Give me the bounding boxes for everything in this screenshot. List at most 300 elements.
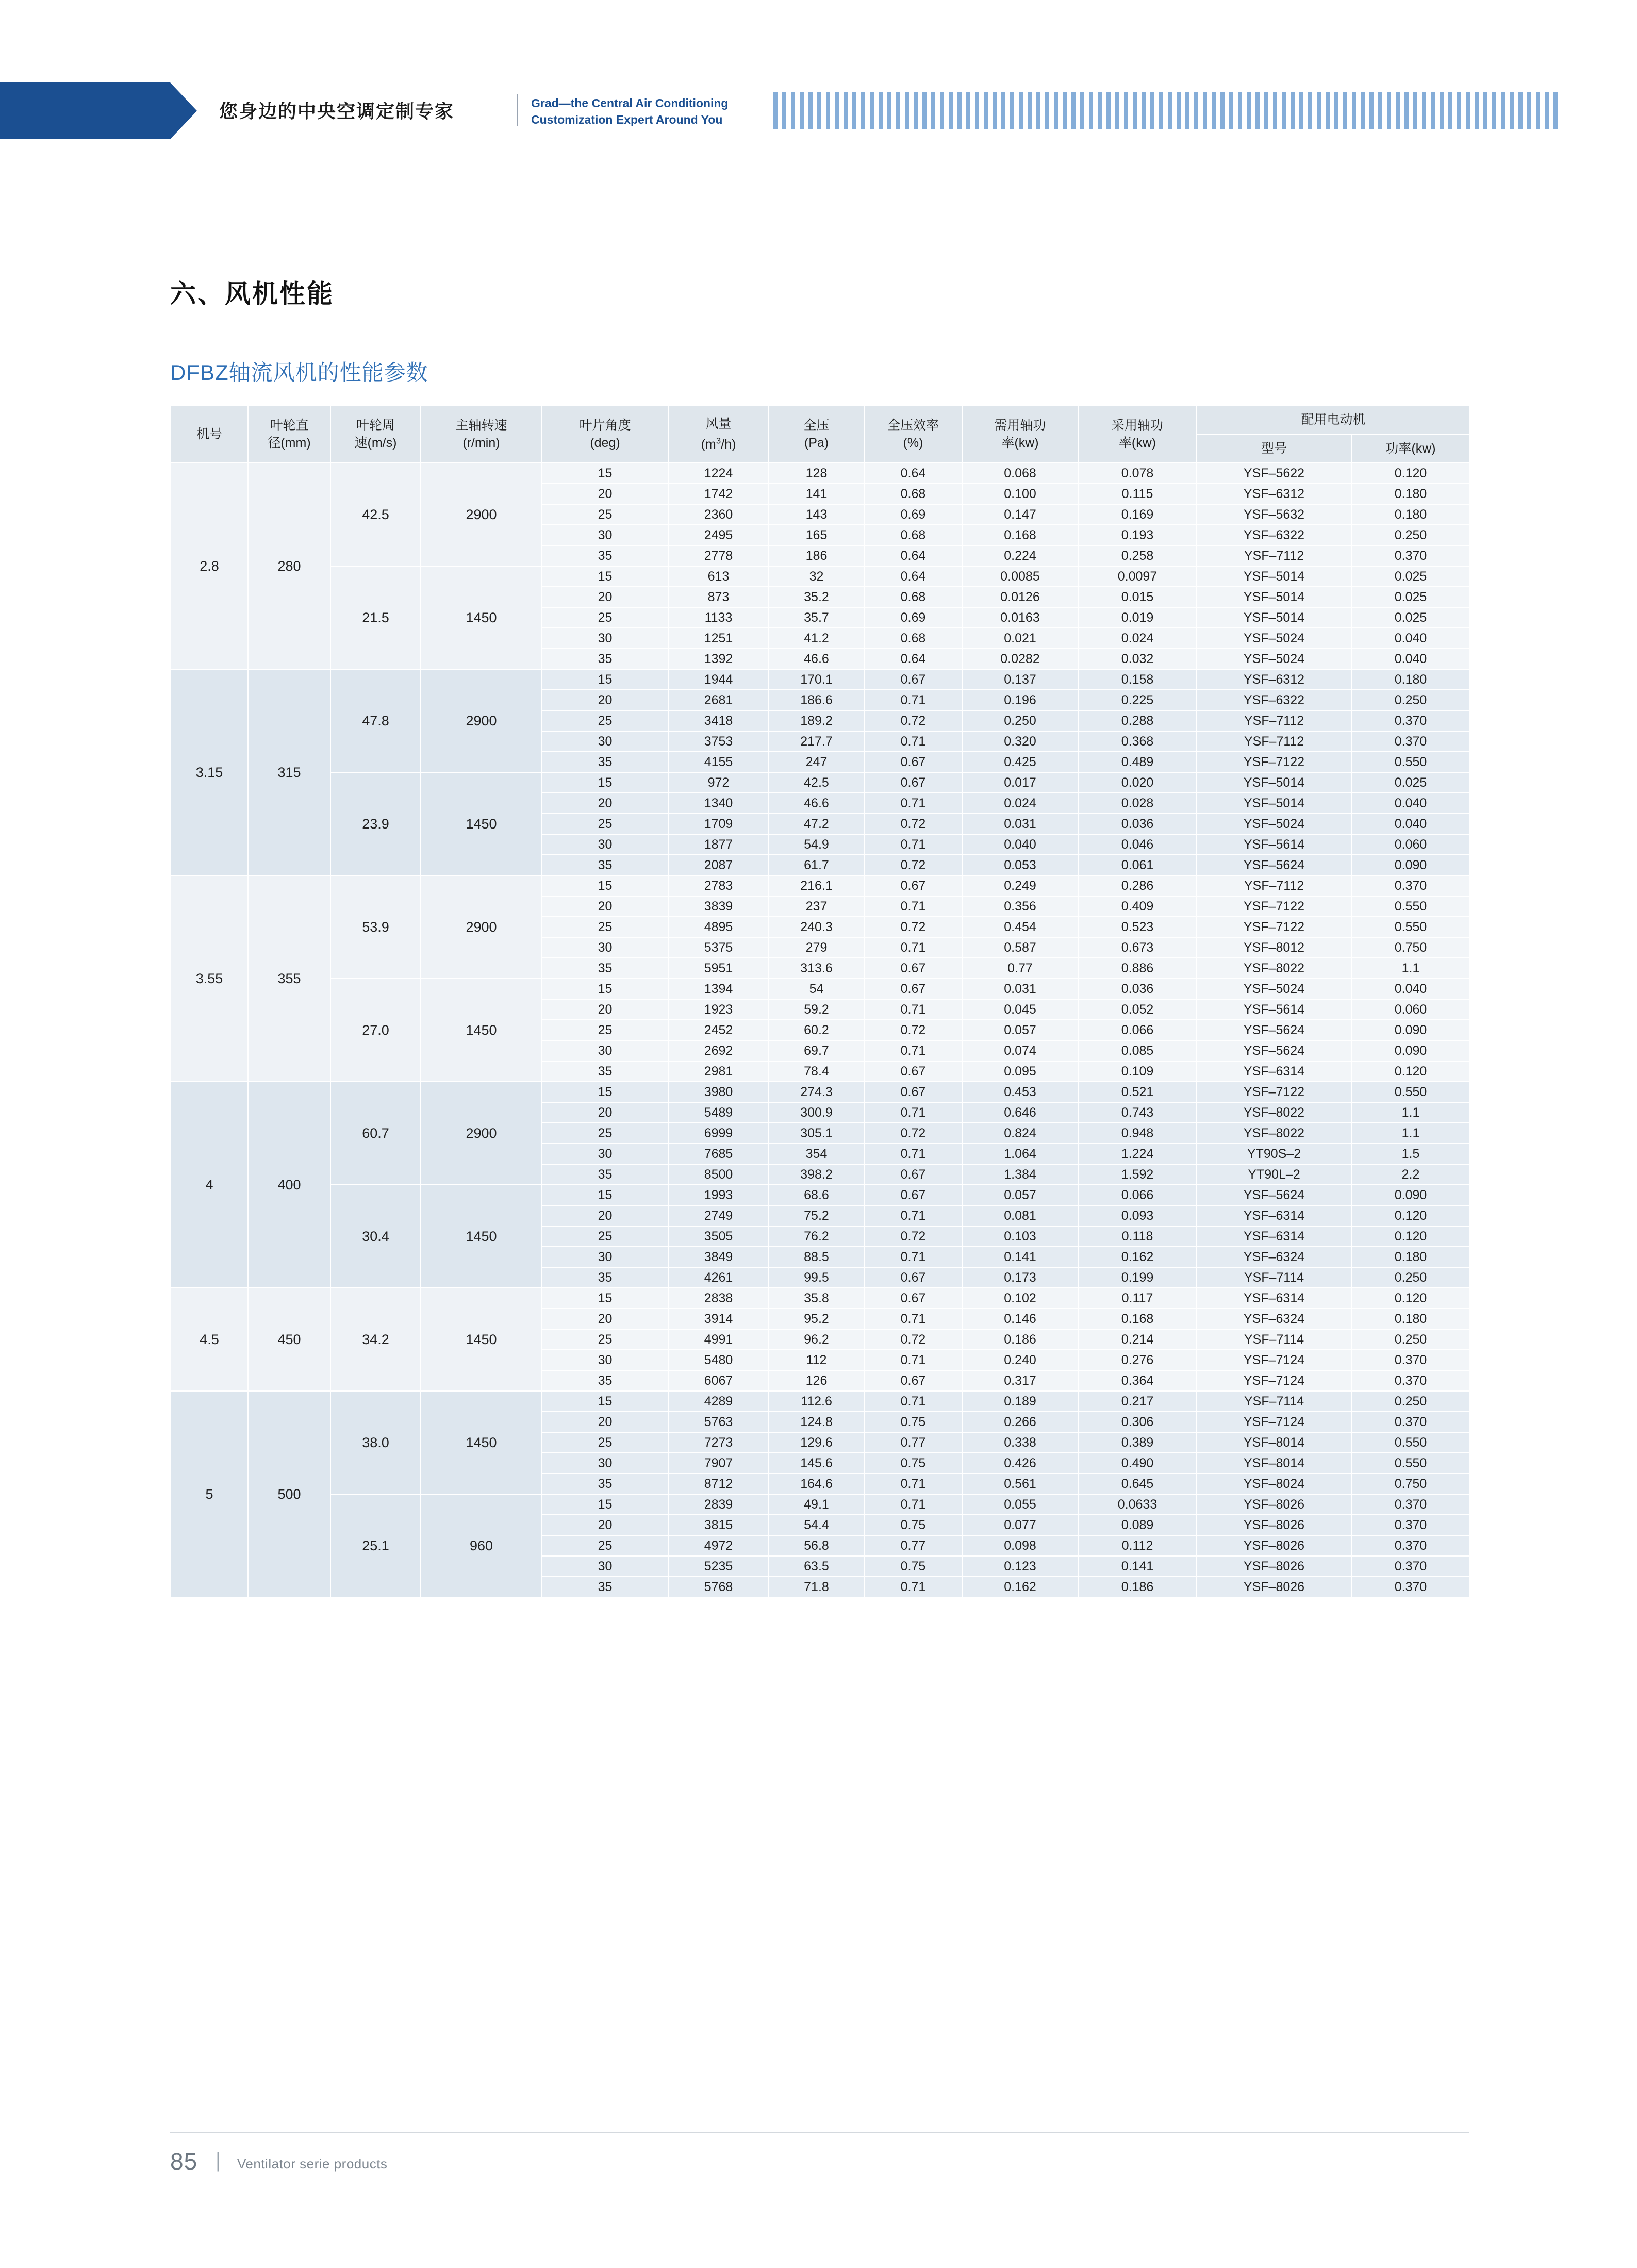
cell-efficiency: 0.67 <box>864 752 962 772</box>
cell-total-pressure: 54.9 <box>769 834 864 855</box>
th-tip-speed-l2: 速(m/s) <box>354 436 397 450</box>
cell-motor-power: 0.090 <box>1351 1020 1470 1040</box>
cell-airflow: 1923 <box>668 999 769 1020</box>
cell-airflow: 6067 <box>668 1370 769 1391</box>
cell-efficiency: 0.64 <box>864 463 962 484</box>
cell-efficiency: 0.67 <box>864 1164 962 1185</box>
cell-airflow: 5480 <box>668 1350 769 1370</box>
cell-used-power: 0.886 <box>1078 958 1197 979</box>
cell-motor-model: YSF–8022 <box>1197 958 1351 979</box>
cell-airflow: 972 <box>668 772 769 793</box>
th-efficiency-l1: 全压效率 <box>887 418 939 433</box>
cell-required-power: 0.250 <box>962 710 1078 731</box>
cell-motor-model: YSF–5614 <box>1197 999 1351 1020</box>
cell-shaft-speed: 1450 <box>421 979 542 1082</box>
cell-motor-power: 0.750 <box>1351 937 1470 958</box>
th-total-pressure-l2: (Pa) <box>804 436 829 450</box>
cell-used-power: 0.019 <box>1078 607 1197 628</box>
cell-motor-power: 0.250 <box>1351 1267 1470 1288</box>
cell-airflow: 5768 <box>668 1577 769 1597</box>
cell-motor-model: YSF–6314 <box>1197 1061 1351 1082</box>
cell-efficiency: 0.68 <box>864 525 962 545</box>
cell-efficiency: 0.71 <box>864 1350 962 1370</box>
cell-motor-power: 0.120 <box>1351 463 1470 484</box>
cell-motor-model: YSF–7112 <box>1197 545 1351 566</box>
cell-efficiency: 0.67 <box>864 1082 962 1102</box>
brand-slogan-en-line1: Grad—the Central Air Conditioning <box>531 96 729 110</box>
cell-airflow: 3753 <box>668 731 769 752</box>
cell-efficiency: 0.67 <box>864 669 962 690</box>
cell-blade-angle: 20 <box>542 999 668 1020</box>
cell-used-power: 0.141 <box>1078 1556 1197 1577</box>
cell-airflow: 3418 <box>668 710 769 731</box>
cell-motor-model: YSF–5624 <box>1197 1020 1351 1040</box>
table-body <box>171 463 1470 1597</box>
cell-efficiency: 0.71 <box>864 1494 962 1515</box>
cell-motor-model: YSF–7124 <box>1197 1412 1351 1432</box>
cell-efficiency: 0.71 <box>864 999 962 1020</box>
cell-efficiency: 0.72 <box>864 917 962 937</box>
th-motor-model: 型号 <box>1197 434 1351 463</box>
cell-efficiency: 0.71 <box>864 731 962 752</box>
th-blade-angle <box>542 405 668 463</box>
cell-efficiency: 0.72 <box>864 1329 962 1350</box>
cell-used-power: 0.020 <box>1078 772 1197 793</box>
cell-motor-model: YSF–8026 <box>1197 1535 1351 1556</box>
cell-required-power: 0.186 <box>962 1329 1078 1350</box>
cell-blade-angle: 30 <box>542 525 668 545</box>
cell-blade-angle: 25 <box>542 1535 668 1556</box>
cell-blade-angle: 35 <box>542 649 668 669</box>
cell-shaft-speed: 1450 <box>421 1288 542 1391</box>
cell-required-power: 0.320 <box>962 731 1078 752</box>
cell-motor-power: 0.250 <box>1351 690 1470 710</box>
cell-required-power: 0.646 <box>962 1102 1078 1123</box>
cell-model: 3.55 <box>171 875 248 1082</box>
cell-airflow: 3815 <box>668 1515 769 1535</box>
cell-total-pressure: 63.5 <box>769 1556 864 1577</box>
cell-motor-model: YSF–8026 <box>1197 1577 1351 1597</box>
cell-blade-angle: 15 <box>542 566 668 587</box>
cell-efficiency: 0.67 <box>864 958 962 979</box>
cell-shaft-speed: 2900 <box>421 875 542 979</box>
cell-efficiency: 0.71 <box>864 1391 962 1412</box>
cell-efficiency: 0.71 <box>864 1102 962 1123</box>
cell-efficiency: 0.72 <box>864 1226 962 1247</box>
cell-motor-model: YSF–6312 <box>1197 669 1351 690</box>
cell-motor-model: YSF–7112 <box>1197 875 1351 896</box>
cell-motor-model: YSF–5014 <box>1197 793 1351 814</box>
cell-airflow: 4155 <box>668 752 769 772</box>
cell-motor-model: YSF–6322 <box>1197 525 1351 545</box>
cell-required-power: 0.425 <box>962 752 1078 772</box>
cell-required-power: 0.196 <box>962 690 1078 710</box>
cell-motor-power: 0.120 <box>1351 1288 1470 1309</box>
cell-required-power: 0.024 <box>962 793 1078 814</box>
cell-required-power: 0.103 <box>962 1226 1078 1247</box>
cell-required-power: 0.040 <box>962 834 1078 855</box>
cell-motor-model: YSF–8012 <box>1197 937 1351 958</box>
cell-required-power: 0.100 <box>962 484 1078 504</box>
cell-required-power: 0.0085 <box>962 566 1078 587</box>
cell-used-power: 0.036 <box>1078 979 1197 999</box>
cell-motor-model: YSF–7124 <box>1197 1350 1351 1370</box>
performance-table-wrap <box>170 405 1469 1598</box>
cell-motor-model: YSF–6314 <box>1197 1205 1351 1226</box>
cell-airflow: 7685 <box>668 1144 769 1164</box>
cell-blade-angle: 35 <box>542 1061 668 1082</box>
cell-total-pressure: 112 <box>769 1350 864 1370</box>
cell-tip-speed: 21.5 <box>330 566 421 669</box>
cell-motor-model: YSF–7124 <box>1197 1370 1351 1391</box>
cell-motor-model: YSF–5024 <box>1197 979 1351 999</box>
cell-efficiency: 0.71 <box>864 1309 962 1329</box>
cell-blade-angle: 35 <box>542 1267 668 1288</box>
cell-motor-model: YSF–7114 <box>1197 1391 1351 1412</box>
cell-impeller-diameter: 500 <box>248 1391 330 1597</box>
cell-used-power: 0.276 <box>1078 1350 1197 1370</box>
cell-airflow: 2839 <box>668 1494 769 1515</box>
th-tip-speed-l1: 叶轮周 <box>356 418 395 433</box>
cell-motor-power: 0.090 <box>1351 1040 1470 1061</box>
cell-used-power: 0.078 <box>1078 463 1197 484</box>
cell-required-power: 0.168 <box>962 525 1078 545</box>
cell-used-power: 0.015 <box>1078 587 1197 607</box>
cell-used-power: 0.673 <box>1078 937 1197 958</box>
cell-efficiency: 0.67 <box>864 1185 962 1205</box>
cell-motor-model: YSF–5614 <box>1197 834 1351 855</box>
cell-motor-model: YSF–7122 <box>1197 752 1351 772</box>
cell-required-power: 0.123 <box>962 1556 1078 1577</box>
cell-required-power: 0.021 <box>962 628 1078 649</box>
cell-efficiency: 0.71 <box>864 690 962 710</box>
cell-required-power: 0.224 <box>962 545 1078 566</box>
cell-tip-speed: 30.4 <box>330 1185 421 1288</box>
cell-tip-speed: 34.2 <box>330 1288 421 1391</box>
table-row <box>171 669 1470 690</box>
cell-motor-power: 0.550 <box>1351 752 1470 772</box>
cell-efficiency: 0.75 <box>864 1453 962 1474</box>
table-row <box>171 463 1470 484</box>
cell-used-power: 0.046 <box>1078 834 1197 855</box>
cell-efficiency: 0.68 <box>864 484 962 504</box>
cell-efficiency: 0.71 <box>864 793 962 814</box>
cell-required-power: 0.057 <box>962 1020 1078 1040</box>
cell-motor-model: YSF–5622 <box>1197 463 1351 484</box>
cell-blade-angle: 20 <box>542 690 668 710</box>
cell-total-pressure: 300.9 <box>769 1102 864 1123</box>
th-impeller-diameter-l2: 径(mm) <box>268 436 311 450</box>
cell-blade-angle: 30 <box>542 1247 668 1267</box>
th-model: 机号 <box>171 405 248 463</box>
cell-total-pressure: 189.2 <box>769 710 864 731</box>
table-row <box>171 1391 1470 1412</box>
cell-airflow: 8712 <box>668 1474 769 1494</box>
cell-tip-speed: 60.7 <box>330 1082 421 1185</box>
cell-required-power: 0.098 <box>962 1535 1078 1556</box>
cell-blade-angle: 20 <box>542 1205 668 1226</box>
cell-motor-power: 0.550 <box>1351 1082 1470 1102</box>
cell-airflow: 1224 <box>668 463 769 484</box>
table-row <box>171 1494 1470 1515</box>
cell-used-power: 0.288 <box>1078 710 1197 731</box>
cell-required-power: 0.173 <box>962 1267 1078 1288</box>
cell-used-power: 0.948 <box>1078 1123 1197 1144</box>
cell-used-power: 0.521 <box>1078 1082 1197 1102</box>
th-airflow-l2: $(m^3/h)$ <box>701 436 736 452</box>
cell-blade-angle: 30 <box>542 1556 668 1577</box>
cell-motor-model: YSF–6312 <box>1197 484 1351 504</box>
cell-motor-power: 0.370 <box>1351 875 1470 896</box>
cell-required-power: 0.077 <box>962 1515 1078 1535</box>
header-divider <box>517 94 518 126</box>
cell-required-power: 0.189 <box>962 1391 1078 1412</box>
cell-efficiency: 0.72 <box>864 855 962 875</box>
cell-airflow: 1251 <box>668 628 769 649</box>
cell-blade-angle: 15 <box>542 979 668 999</box>
cell-used-power: 0.036 <box>1078 814 1197 834</box>
cell-motor-model: YSF–7112 <box>1197 731 1351 752</box>
cell-total-pressure: 237 <box>769 896 864 917</box>
cell-tip-speed: 27.0 <box>330 979 421 1082</box>
cell-total-pressure: 165 <box>769 525 864 545</box>
cell-efficiency: 0.69 <box>864 504 962 525</box>
cell-total-pressure: 313.6 <box>769 958 864 979</box>
cell-motor-power: 1.1 <box>1351 958 1470 979</box>
cell-motor-power: 0.750 <box>1351 1474 1470 1494</box>
cell-blade-angle: 35 <box>542 1474 668 1494</box>
cell-efficiency: 0.71 <box>864 1144 962 1164</box>
cell-motor-power: 0.090 <box>1351 855 1470 875</box>
cell-motor-power: 0.025 <box>1351 587 1470 607</box>
cell-motor-power: 0.180 <box>1351 669 1470 690</box>
cell-motor-power: 0.090 <box>1351 1185 1470 1205</box>
table-row <box>171 1288 1470 1309</box>
cell-airflow: 7907 <box>668 1453 769 1474</box>
cell-blade-angle: 20 <box>542 1309 668 1329</box>
cell-required-power: 0.266 <box>962 1412 1078 1432</box>
cell-motor-power: 0.180 <box>1351 1309 1470 1329</box>
table-row <box>171 1082 1470 1102</box>
cell-required-power: 0.561 <box>962 1474 1078 1494</box>
cell-airflow: 1944 <box>668 669 769 690</box>
cell-efficiency: 0.67 <box>864 1267 962 1288</box>
cell-total-pressure: 143 <box>769 504 864 525</box>
table-row <box>171 875 1470 896</box>
cell-required-power: 0.240 <box>962 1350 1078 1370</box>
cell-total-pressure: 49.1 <box>769 1494 864 1515</box>
cell-impeller-diameter: 355 <box>248 875 330 1082</box>
cell-blade-angle: 15 <box>542 463 668 484</box>
cell-model: 2.8 <box>171 463 248 669</box>
cell-total-pressure: 274.3 <box>769 1082 864 1102</box>
cell-used-power: 0.389 <box>1078 1432 1197 1453</box>
cell-blade-angle: 15 <box>542 1082 668 1102</box>
cell-blade-angle: 25 <box>542 1226 668 1247</box>
th-shaft-speed-l2: (r/min) <box>462 436 500 450</box>
cell-blade-angle: 15 <box>542 1185 668 1205</box>
cell-blade-angle: 25 <box>542 710 668 731</box>
cell-motor-model: YSF–8014 <box>1197 1453 1351 1474</box>
cell-tip-speed: 53.9 <box>330 875 421 979</box>
cell-required-power: 0.426 <box>962 1453 1078 1474</box>
cell-used-power: 0.306 <box>1078 1412 1197 1432</box>
cell-efficiency: 0.67 <box>864 772 962 793</box>
cell-total-pressure: 54 <box>769 979 864 999</box>
cell-efficiency: 0.67 <box>864 1370 962 1391</box>
th-efficiency-l2: (%) <box>903 436 923 450</box>
th-shaft-speed-l1: 主轴转速 <box>455 418 507 433</box>
cell-used-power: 0.286 <box>1078 875 1197 896</box>
cell-airflow: 613 <box>668 566 769 587</box>
cell-efficiency: 0.75 <box>864 1515 962 1535</box>
cell-required-power: 0.162 <box>962 1577 1078 1597</box>
cell-airflow: 2749 <box>668 1205 769 1226</box>
th-tip-speed <box>330 405 421 463</box>
cell-required-power: 0.074 <box>962 1040 1078 1061</box>
cell-airflow: 2778 <box>668 545 769 566</box>
cell-model: 4.5 <box>171 1288 248 1391</box>
cell-total-pressure: 47.2 <box>769 814 864 834</box>
cell-total-pressure: 35.8 <box>769 1288 864 1309</box>
cell-impeller-diameter: 450 <box>248 1288 330 1391</box>
cell-required-power: 0.068 <box>962 463 1078 484</box>
table-row <box>171 1185 1470 1205</box>
cell-motor-model: YSF–6314 <box>1197 1226 1351 1247</box>
cell-airflow: 6999 <box>668 1123 769 1144</box>
cell-motor-model: YSF–8026 <box>1197 1494 1351 1515</box>
cell-required-power: 0.317 <box>962 1370 1078 1391</box>
cell-blade-angle: 35 <box>542 1577 668 1597</box>
table-row <box>171 566 1470 587</box>
cell-used-power: 0.645 <box>1078 1474 1197 1494</box>
footer-divider <box>170 2132 1469 2133</box>
table-row <box>171 772 1470 793</box>
cell-efficiency: 0.75 <box>864 1556 962 1577</box>
cell-efficiency: 0.64 <box>864 649 962 669</box>
cell-used-power: 0.118 <box>1078 1226 1197 1247</box>
cell-total-pressure: 186 <box>769 545 864 566</box>
cell-tip-speed: 42.5 <box>330 463 421 566</box>
cell-required-power: 0.146 <box>962 1309 1078 1329</box>
brand-slogan-en-line2: Customization Expert Around You <box>531 113 723 126</box>
cell-blade-angle: 20 <box>542 1412 668 1432</box>
cell-efficiency: 0.71 <box>864 1247 962 1267</box>
cell-motor-model: YSF–6322 <box>1197 690 1351 710</box>
cell-airflow: 8500 <box>668 1164 769 1185</box>
cell-shaft-speed: 1450 <box>421 566 542 669</box>
page-header <box>0 82 1637 139</box>
cell-airflow: 2087 <box>668 855 769 875</box>
cell-efficiency: 0.67 <box>864 875 962 896</box>
cell-required-power: 0.031 <box>962 814 1078 834</box>
cell-used-power: 0.214 <box>1078 1329 1197 1350</box>
cell-airflow: 3914 <box>668 1309 769 1329</box>
cell-motor-power: 0.120 <box>1351 1205 1470 1226</box>
cell-motor-power: 0.040 <box>1351 628 1470 649</box>
cell-required-power: 0.338 <box>962 1432 1078 1453</box>
cell-airflow: 3839 <box>668 896 769 917</box>
th-blade-angle-l2: (deg) <box>590 436 620 450</box>
cell-shaft-speed: 1450 <box>421 1185 542 1288</box>
cell-motor-power: 0.370 <box>1351 1577 1470 1597</box>
cell-used-power: 0.0633 <box>1078 1494 1197 1515</box>
cell-blade-angle: 15 <box>542 1288 668 1309</box>
cell-total-pressure: 247 <box>769 752 864 772</box>
cell-airflow: 1742 <box>668 484 769 504</box>
cell-airflow: 2838 <box>668 1288 769 1309</box>
cell-airflow: 1877 <box>668 834 769 855</box>
cell-efficiency: 0.68 <box>864 587 962 607</box>
cell-used-power: 0.024 <box>1078 628 1197 649</box>
cell-blade-angle: 25 <box>542 814 668 834</box>
table-head-row-1 <box>171 405 1470 434</box>
table-subtitle: DFBZ轴流风机的性能参数 <box>170 360 428 385</box>
cell-motor-model: YSF–8026 <box>1197 1515 1351 1535</box>
th-motor-power: 功率(kw) <box>1351 434 1470 463</box>
cell-used-power: 0.093 <box>1078 1205 1197 1226</box>
cell-motor-model: YSF–7112 <box>1197 710 1351 731</box>
cell-used-power: 0.061 <box>1078 855 1197 875</box>
cell-used-power: 0.0097 <box>1078 566 1197 587</box>
cell-shaft-speed: 1450 <box>421 772 542 875</box>
cell-required-power: 0.0282 <box>962 649 1078 669</box>
cell-impeller-diameter: 315 <box>248 669 330 875</box>
cell-motor-power: 0.370 <box>1351 1494 1470 1515</box>
cell-motor-model: YSF–8024 <box>1197 1474 1351 1494</box>
cell-required-power: 0.057 <box>962 1185 1078 1205</box>
header-blue-bar <box>0 82 170 139</box>
cell-motor-power: 0.250 <box>1351 525 1470 545</box>
cell-motor-power: 0.040 <box>1351 814 1470 834</box>
cell-required-power: 0.141 <box>962 1247 1078 1267</box>
cell-airflow: 4972 <box>668 1535 769 1556</box>
cell-impeller-diameter: 400 <box>248 1082 330 1288</box>
cell-airflow: 2495 <box>668 525 769 545</box>
cell-blade-angle: 30 <box>542 731 668 752</box>
cell-used-power: 0.490 <box>1078 1453 1197 1474</box>
cell-used-power: 0.186 <box>1078 1577 1197 1597</box>
cell-total-pressure: 46.6 <box>769 649 864 669</box>
cell-airflow: 4991 <box>668 1329 769 1350</box>
cell-blade-angle: 30 <box>542 1453 668 1474</box>
cell-motor-model: YSF–5624 <box>1197 1185 1351 1205</box>
cell-total-pressure: 141 <box>769 484 864 504</box>
cell-model: 4 <box>171 1082 248 1288</box>
cell-required-power: 1.384 <box>962 1164 1078 1185</box>
cell-motor-power: 0.550 <box>1351 917 1470 937</box>
cell-used-power: 0.225 <box>1078 690 1197 710</box>
cell-blade-angle: 25 <box>542 1329 668 1350</box>
cell-motor-model: YSF–5014 <box>1197 587 1351 607</box>
cell-total-pressure: 145.6 <box>769 1453 864 1474</box>
cell-total-pressure: 32 <box>769 566 864 587</box>
cell-blade-angle: 25 <box>542 1123 668 1144</box>
cell-tip-speed: 47.8 <box>330 669 421 772</box>
cell-total-pressure: 170.1 <box>769 669 864 690</box>
footer-text: Ventilator serie products <box>237 2156 388 2172</box>
cell-required-power: 0.0163 <box>962 607 1078 628</box>
cell-total-pressure: 61.7 <box>769 855 864 875</box>
cell-required-power: 0.017 <box>962 772 1078 793</box>
cell-motor-model: YSF–5632 <box>1197 504 1351 525</box>
cell-blade-angle: 15 <box>542 669 668 690</box>
cell-airflow: 3980 <box>668 1082 769 1102</box>
cell-efficiency: 0.71 <box>864 834 962 855</box>
cell-motor-power: 0.025 <box>1351 607 1470 628</box>
th-required-power-l2: 率(kw) <box>1001 436 1039 450</box>
cell-motor-power: 0.040 <box>1351 649 1470 669</box>
